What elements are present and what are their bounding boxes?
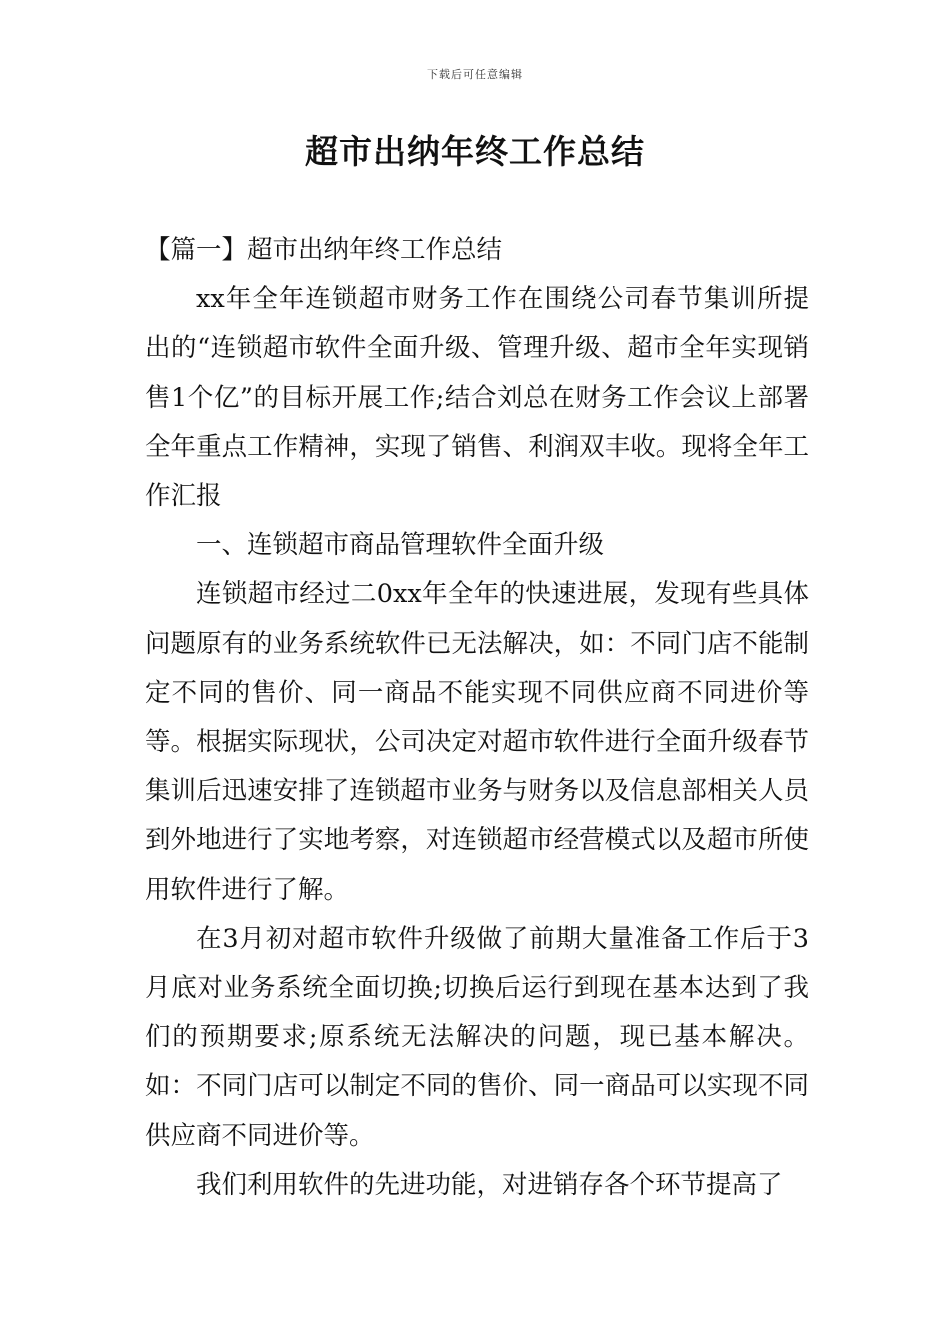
paragraph-intro: xx年全年连锁超市财务工作在围绕公司春节集训所提出的“连锁超市软件全面升级、管理升级、超市全年实现销售1个亿”的目标开展工作;结合刘总在财务工作会议上部署全年重点工作精神，实现了销售、利润双丰收。现将全年工作汇报 xyxy=(145,284,809,512)
paragraph-software-functions: 我们利用软件的先进功能，对进销存各个环节提高了 xyxy=(196,1169,783,1200)
paragraph-upgrade-switch: 在3月初对超市软件升级做了前期大量准备工作后于3月底对业务系统全面切换;切换后运行到现在基本达到了我们的预期要求;原系统无法解决的问题，现已基本解决。如：不同门店可以制定不同的售价、同一商品可以实现不同供应商不同进价等。 xyxy=(145,923,809,1151)
section-heading: 【篇一】超市出纳年终工作总结 xyxy=(145,235,503,265)
subsection-heading: 一、连锁超市商品管理软件全面升级 xyxy=(196,530,605,561)
document-body xyxy=(145,226,809,1210)
paragraph-upgrade-background: 连锁超市经过二0xx年全年的快速进展，发现有些具体问题原有的业务系统软件已无法解决，如：不同门店不能制定不同的售价、同一商品不能实现不同供应商不同进价等等。根据实际现状，公司决定对超市软件进行全面升级春节集训后迅速安排了连锁超市业务与财务以及信息部相关人员到外地进行了实地考察，对连锁超市经营模式以及超市所使用软件进行了解。 xyxy=(145,579,809,905)
document-title: 超市出纳年终工作总结 xyxy=(305,132,645,171)
header-note: 下载后可任意编辑 xyxy=(427,68,523,81)
